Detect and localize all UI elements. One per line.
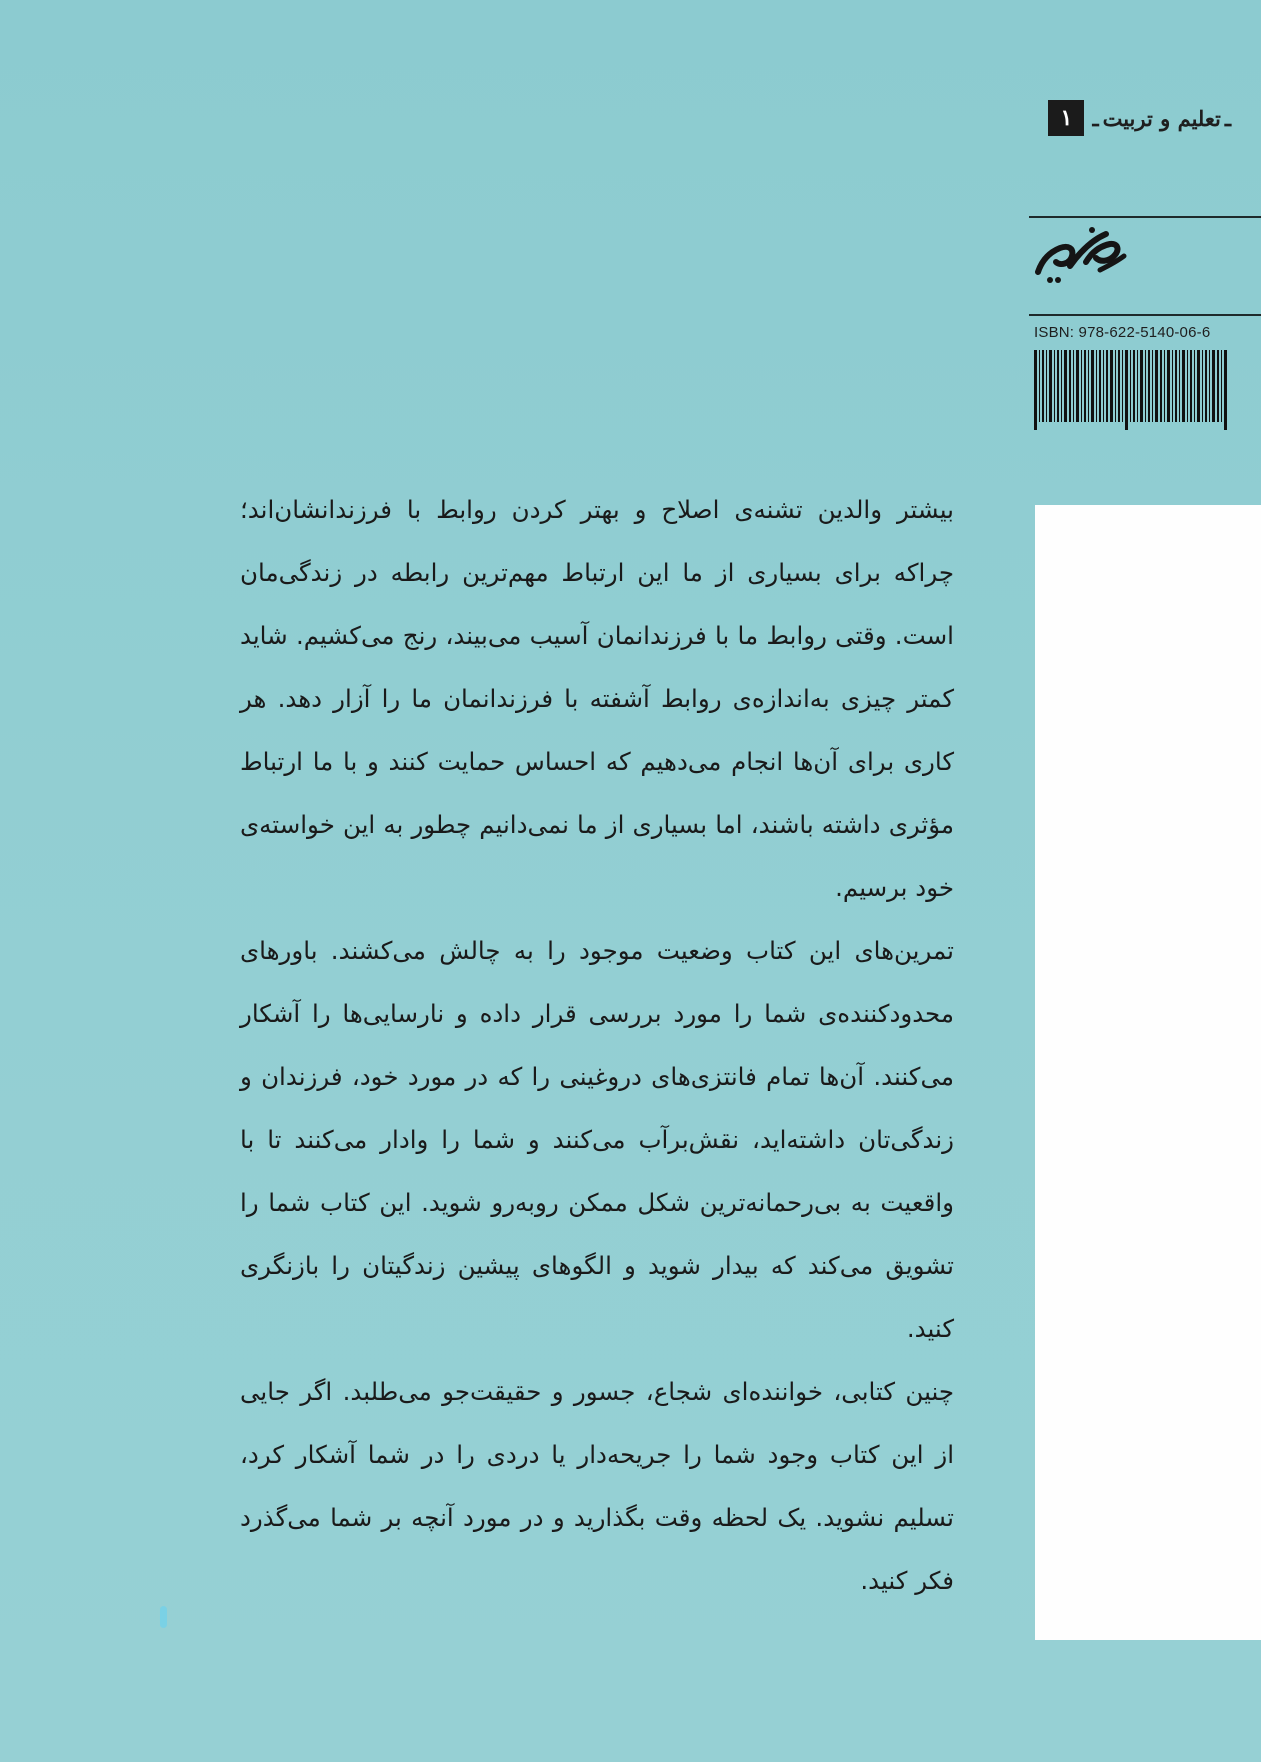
divider-bottom (1029, 314, 1261, 316)
series-dash-left: ـ (1224, 105, 1231, 131)
divider-top (1029, 216, 1261, 218)
blurb-paragraph-1: بیشتر والدین تشنه‌ی اصلاح و بهتر کردن روابط با فرزندانشان‌اند؛ چراکه برای بسیاری از ما این ارتباط مهم‌ترین رابطه در زندگی‌مان است. وقتی روابط ما با فرزندانمان آسیب می‌بیند، رنج می‌کشیم. شاید کمتر چیزی به‌اندازه‌ی روابط آشفته با فرزندانمان ما را آزار دهد. هر کاری برای آن‌ها انجام می‌دهیم که احساس حمایت کنند و با ما ارتباط مؤثری داشته باشند، اما بسیاری از ما نمی‌دانیم چطور به این خواسته‌ی خود برسیم. (240, 495, 954, 902)
series-dash-right: ـ (1092, 105, 1099, 131)
series-title: تعلیم و تربیت (1102, 105, 1221, 131)
series-number-badge: ۱ (1048, 100, 1084, 136)
barcode-icon (1034, 350, 1229, 430)
publisher-logo-icon (1030, 222, 1130, 288)
isbn-text: ISBN: 978-622-5140-06-6 (1034, 324, 1211, 341)
series-label (1015, 98, 1235, 138)
back-cover-blurb (240, 478, 954, 1612)
ink-spot (160, 1606, 167, 1628)
blurb-paragraph-2: تمرین‌های این کتاب وضعیت موجود را به چالش می‌کشند. باورهای محدودکننده‌ی شما را مورد بررسی قرار داده و نارسایی‌ها را آشکار می‌کنند. آن‌ها تمام فانتزی‌های دروغینی را که در مورد خود، فرزندان و زندگی‌تان داشته‌اید، نقش‌برآب می‌کنند و شما را وادار می‌کنند تا با واقعیت به بی‌رحمانه‌ترین شکل ممکن روبه‌رو شوید. این کتاب شما را تشویق می‌کند که بیدار شوید و الگوهای پیشین زندگیتان را بازنگری کنید. (240, 936, 954, 1343)
white-flap-strip (1035, 505, 1261, 1640)
blurb-paragraph-3: چنین کتابی، خواننده‌ای شجاع، جسور و حقیقت‌جو می‌طلبد. اگر جایی از این کتاب وجود شما را جریحه‌دار یا دردی را در شما آشکار کرد، تسلیم نشوید. یک لحظه وقت بگذارید و در مورد آنچه بر شما می‌گذرد فکر کنید. (240, 1377, 954, 1595)
